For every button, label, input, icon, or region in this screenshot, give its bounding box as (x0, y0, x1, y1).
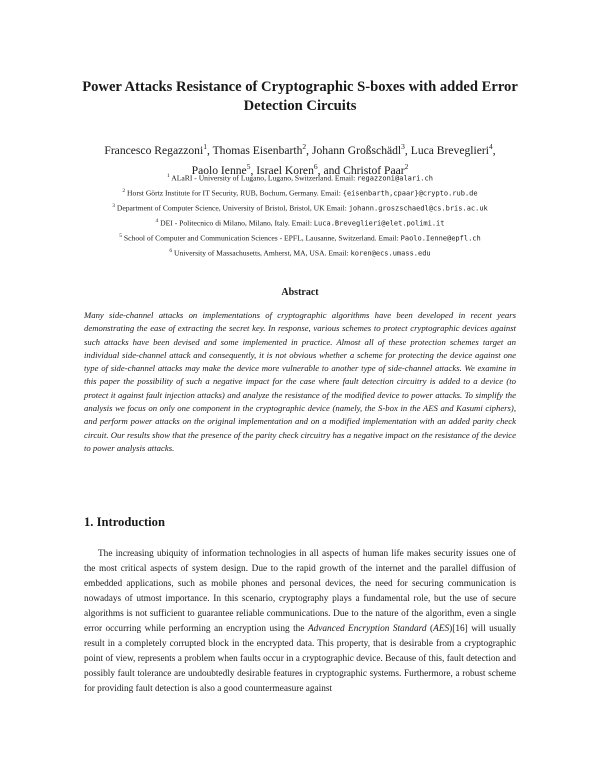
intro-term: Advanced Encryption Standard (307, 623, 427, 634)
affiliation-mark: 5 (119, 232, 123, 239)
affiliation-mark: 3 (112, 202, 115, 209)
affiliation-mark: 1 (167, 173, 170, 179)
author-mark: 2 (404, 161, 409, 171)
affiliation-mark: 6 (169, 247, 173, 254)
intro-abbreviation: AES (433, 623, 450, 634)
affiliation-text: School of Computer and Communication Sciences - EPFL, Lausanne, Switzerland. Email: (123, 233, 399, 243)
intro-text-continued: )[16] will usually result in a completely corrupted block in the encrypted data. This property, that is desirable from a cryptographic point of view, represents a problem when faults occur in a cryptographic device. Because of this, fault detection and possibly fault tolerance are undoubtedly desirable features in cryptographic systems. Furthermore, a robust scheme for providing fault detection is also a good countermeasure against (84, 623, 516, 694)
intro-text: The increasing ubiquity of information technologies in all aspects of human life makes security issues one of the most critical aspects of system design. Due to the rapid growth of the internet and the parallel diffusion of embedded applications, such as mobile phones and personal devices, the need for securing communication is nowadays of utmost importance. In this scenario, cryptography plays a fundamental role, but the use of secure algorithms is not sufficient to guarantee reliable communications. Due to the nature of the algorithm, even a single error occurring while performing an encryption using the (84, 549, 516, 634)
author-name: Thomas Eisenbarth (212, 143, 303, 157)
affiliation-mark: 4 (155, 217, 159, 224)
affiliation-text: Department of Computer Science, University of Bristol, Bristol, UK Email: (116, 203, 347, 213)
email-link[interactable]: johann.groszschaedl@cs.bris.ac.uk (348, 204, 488, 213)
affiliation-text: DEI - Politecnico di Milano, Milano, Italy. Email: (160, 218, 312, 228)
affiliation (40, 215, 560, 230)
author-mark: 1 (203, 142, 207, 151)
author-name: Paolo Ienne (191, 163, 247, 177)
author: Israel Koren$^6$, (256, 161, 321, 177)
author-name: Israel Koren (256, 163, 314, 177)
affiliation (40, 200, 560, 215)
author-name: Francesco Regazzoni (104, 143, 204, 157)
email-link[interactable]: koren@ecs.umass.edu (350, 249, 431, 258)
affiliation (40, 185, 560, 200)
paper-title: Power Attacks Resistance of Cryptographic S-boxes with added Error Detection Circuits (82, 79, 518, 114)
author-name: Luca Breveglieri (410, 143, 489, 157)
author: Luca Breveglieri$^4$, (410, 142, 496, 157)
author-mark: 3 (401, 142, 405, 151)
author-mark: 4 (488, 142, 493, 151)
author: Johann Großschädl$^3$, (311, 142, 408, 157)
intro-paren: ( (426, 623, 434, 634)
email-link[interactable]: {eisenbarth,cpaar}@crypto.rub.de (342, 189, 478, 198)
email-link[interactable]: Luca.Breveglieri@elet.polimi.it (313, 219, 445, 228)
author-joiner: and (323, 163, 341, 177)
affiliation (40, 170, 560, 185)
author: Francesco Regazzoni$^1$, (104, 142, 210, 157)
author-name: Christof Paar (343, 163, 405, 177)
author-mark: 2 (302, 142, 307, 151)
author: Thomas Eisenbarth$^2$, (212, 142, 310, 157)
author-mark: 6 (313, 161, 318, 171)
affiliation (40, 230, 560, 245)
abstract-heading: Abstract (281, 287, 319, 298)
abstract-text: Many side-channel attacks on implementations of cryptographic algorithms have been developed in recent years demonstrating the ease of extracting the secret key. In response, various schemes to protect cryptographic devices against such attacks have been devised and some implemented in practice. Almost all of these protection schemes target an individual side-channel attack and consequently, it is not obvious whether a scheme for protecting the device against one type of side-channel attacks may make the device more vulnerable to another type of side-channel attacks. We examine in this paper the possibility of such a negative impact for the case where fault detection circuitry is added to a device (to protect it against fault injection attacks) and analyze the resistance of the modified device to power attacks. To simplify the analysis we focus on only one component in the cryptographic device (namely, the S-box in the AES and Kasumi ciphers), and perform power attacks on the original implementation and on a modified implementation with an added parity check circuit. Our results show that the presence of the parity check circuitry has a negative impact on the resistance of the device to power analysis attacks. (84, 310, 516, 453)
email-link[interactable]: Paolo.Ienne@epfl.ch (400, 234, 481, 243)
affiliation-list (40, 170, 560, 260)
author: Paolo Ienne$^5$, (191, 161, 254, 177)
author-name: Johann Großschädl (311, 143, 402, 157)
introduction-paragraph (84, 547, 516, 697)
affiliation-mark: 2 (122, 187, 126, 194)
author-mark: 5 (246, 161, 251, 171)
affiliation-text: ALaRI - University of Lugano, Lugano, Switzerland. Email: (171, 173, 356, 183)
affiliation-text: University of Massachusetts, Amherst, MA, USA. Email: (174, 248, 349, 258)
section-heading-introduction: 1. Introduction (84, 515, 165, 529)
email-link[interactable]: regazzoni@alari.ch (357, 174, 433, 183)
affiliation-text: Horst Görtz Institute for IT Security, RUB, Bochum, Germany. Email: (127, 188, 341, 198)
affiliation (40, 245, 560, 260)
